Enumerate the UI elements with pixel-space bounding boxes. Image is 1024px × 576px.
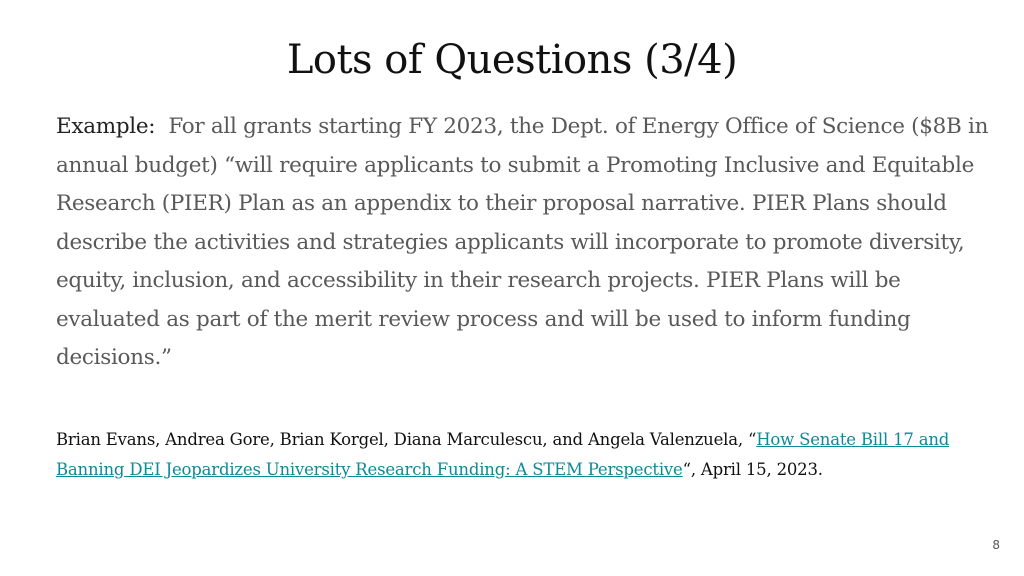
citation-link[interactable]: How Senate Bill 17 and Banning DEI Jeopardizes University Research Funding: A STEM Perspective: [56, 430, 950, 479]
example-label: Example:: [56, 114, 156, 139]
citation: [56, 425, 996, 485]
example-quote: For all grants starting FY 2023, the Dept. of Energy Office of Science ($8B in annual budget) “will require applicants to submit a Promoting Inclusive and Equitable Research (PIER) Plan as an appendix to their proposal narrative. PIER Plans should describe the activities and strategies applicants will incorporate to promote diversity, equity, inclusion, and accessibility in their research projects. PIER Plans will be evaluated as part of the merit review process and will be used to inform funding decisions.”: [56, 114, 989, 370]
citation-authors: Brian Evans, Andrea Gore, Brian Korgel, Diana Marculescu, and Angela Valenzuela, “: [56, 430, 757, 449]
citation-suffix: “, April 15, 2023.: [682, 460, 823, 479]
page-number: 8: [992, 538, 1000, 552]
example-paragraph: [56, 108, 996, 378]
slide-title: Lots of Questions (3/4): [286, 37, 738, 83]
